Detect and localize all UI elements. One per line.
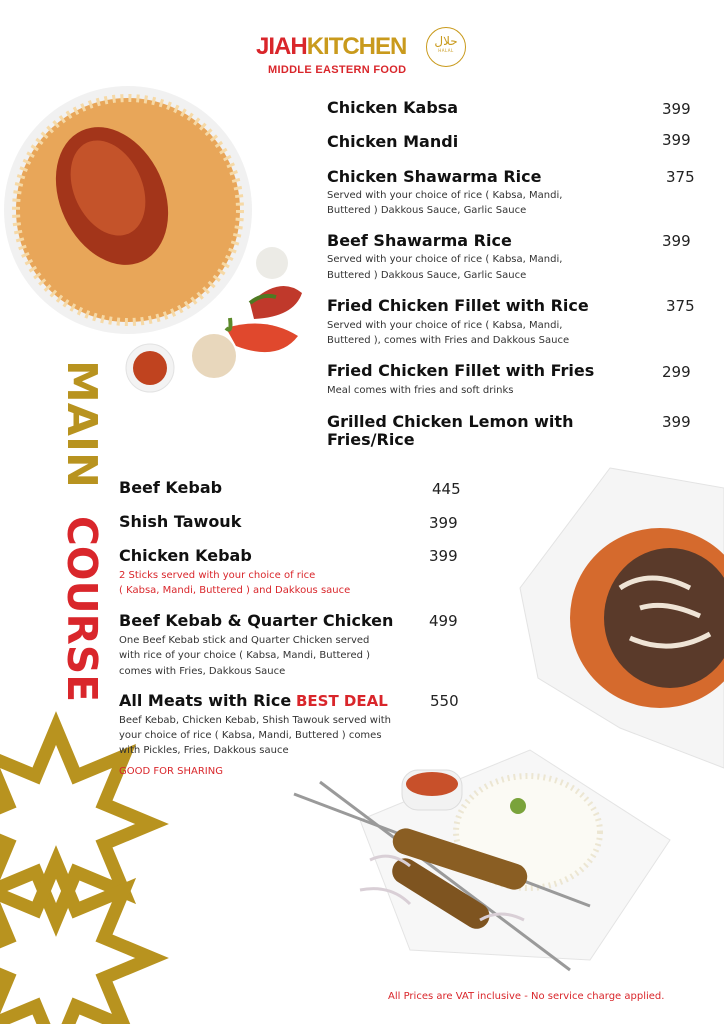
menu-item-description: comes with Fries, Dakkous Sauce [119, 666, 286, 677]
menu-item-price: 399 [662, 100, 691, 118]
menu-item-name: Chicken Kabsa [327, 98, 459, 117]
menu-item-name: Grilled Chicken Lemon with [327, 412, 574, 431]
menu-item-name: All Meats with Rice [119, 691, 292, 710]
menu-item-description: One Beef Kebab stick and Quarter Chicken served [119, 635, 370, 646]
menu-item-name: Chicken Mandi [327, 132, 459, 151]
brand-name-part1: JIAH [256, 33, 307, 60]
menu-item-name: Chicken Shawarma Rice [327, 167, 542, 186]
menu-item-price: 445 [432, 480, 461, 498]
menu-item-description: with rice of your choice ( Kabsa, Mandi, Buttered ) [119, 650, 371, 661]
menu-item-name: Fried Chicken Fillet with Fries [327, 361, 595, 380]
brand-logo [256, 34, 406, 60]
section-title [16, 360, 106, 704]
section-title-course: COURSE [58, 516, 106, 704]
menu-item-description: Buttered ), comes with Fries and Dakkous Sauce [327, 335, 570, 346]
halal-english: HALAL [438, 48, 454, 53]
menu-item-name: Beef Kebab [119, 478, 223, 497]
beef-shawarma-plate-image [520, 468, 724, 778]
brand-tagline: MIDDLE EASTERN FOOD [268, 64, 407, 76]
menu-item-description: 2 Sticks served with your choice of rice [119, 570, 316, 581]
menu-item-price: 399 [429, 547, 458, 565]
menu-item-description: your choice of rice ( Kabsa, Mandi, Buttered ) comes [119, 730, 382, 741]
menu-item-price: 399 [662, 232, 691, 250]
menu-item-description: Buttered ) Dakkous Sauce, Garlic Sauce [327, 270, 527, 281]
menu-item-name: Chicken Kebab [119, 546, 252, 565]
menu-item-description: Served with your choice of rice ( Kabsa, Mandi, [327, 254, 563, 265]
menu-item-description: Served with your choice of rice ( Kabsa, Mandi, [327, 190, 563, 201]
menu-item-price: 550 [430, 692, 459, 710]
menu-item-name: Fries/Rice [327, 430, 415, 449]
kebab-plate-image [290, 740, 670, 990]
menu-item-price: 499 [429, 612, 458, 630]
menu-item-description: ( Kabsa, Mandi, Buttered ) and Dakkous sauce [119, 585, 351, 596]
star-pattern-decoration [0, 712, 150, 1024]
best-deal-badge: BEST DEAL [296, 692, 388, 710]
menu-item-name: Fried Chicken Fillet with Rice [327, 296, 589, 315]
halal-badge [426, 27, 466, 67]
menu-item-description: Served with your choice of rice ( Kabsa, Mandi, [327, 320, 563, 331]
menu-item-name: Shish Tawouk [119, 512, 242, 531]
menu-item-price: 299 [662, 363, 691, 381]
section-title-main: MAIN [58, 360, 106, 483]
menu-item-price: 399 [662, 131, 691, 149]
menu-item-name: Beef Shawarma Rice [327, 231, 512, 250]
brand-name-part2: KITCHEN [306, 33, 407, 60]
sharing-note: GOOD FOR SHARING [119, 766, 223, 777]
footer-note: All Prices are VAT inclusive - No service charge applied. [388, 991, 665, 1002]
chicken-kabsa-plate-image [0, 88, 310, 398]
menu-item-price: 375 [666, 168, 695, 186]
menu-item-description: Buttered ) Dakkous Sauce, Garlic Sauce [327, 205, 527, 216]
halal-arabic: حلال [434, 34, 458, 48]
menu-item-price: 399 [662, 413, 691, 431]
menu-item-description: Beef Kebab, Chicken Kebab, Shish Tawouk served with [119, 715, 392, 726]
menu-item-description: Meal comes with fries and soft drinks [327, 385, 514, 396]
menu-item-description: with Pickles, Fries, Dakkous sauce [119, 745, 289, 756]
menu-item-price: 399 [429, 514, 458, 532]
menu-item-price: 375 [666, 297, 695, 315]
menu-item-name: Beef Kebab & Quarter Chicken [119, 611, 394, 630]
